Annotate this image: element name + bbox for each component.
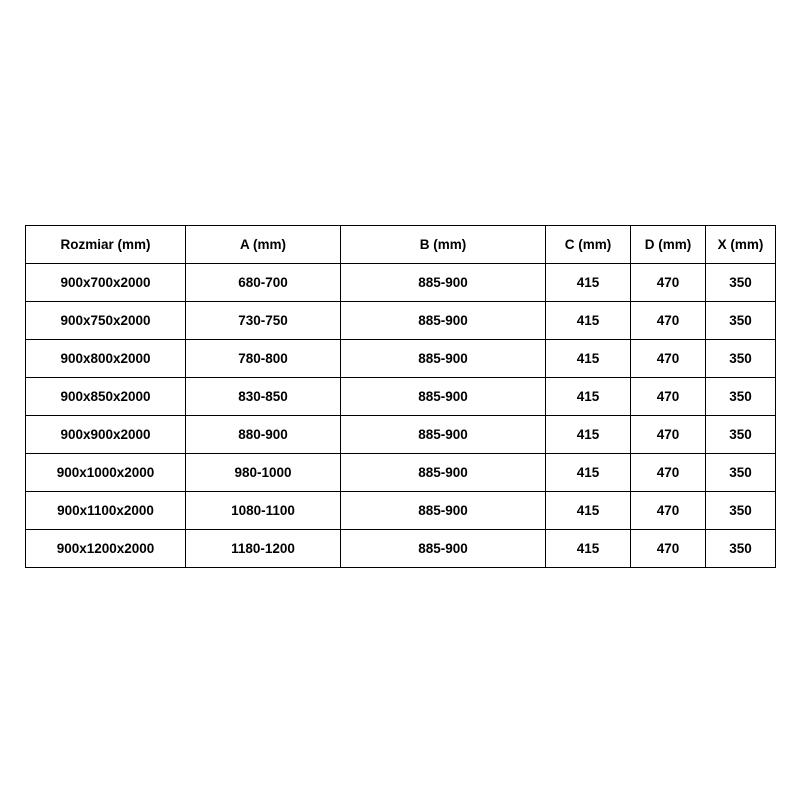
cell-b: 885-900 [341,378,546,416]
cell-rozmiar: 900x700x2000 [26,264,186,302]
table-header-row [26,226,776,264]
table-row [26,416,776,454]
cell-x: 350 [706,378,776,416]
cell-x: 350 [706,492,776,530]
cell-rozmiar: 900x900x2000 [26,416,186,454]
cell-x: 350 [706,454,776,492]
cell-rozmiar: 900x850x2000 [26,378,186,416]
cell-c: 415 [546,264,631,302]
cell-b: 885-900 [341,416,546,454]
cell-a: 1080-1100 [186,492,341,530]
cell-rozmiar: 900x1200x2000 [26,530,186,568]
cell-c: 415 [546,378,631,416]
cell-x: 350 [706,302,776,340]
cell-d: 470 [631,340,706,378]
cell-b: 885-900 [341,454,546,492]
cell-a: 880-900 [186,416,341,454]
table-row [26,378,776,416]
table-row [26,454,776,492]
cell-c: 415 [546,302,631,340]
cell-c: 415 [546,454,631,492]
cell-c: 415 [546,530,631,568]
cell-x: 350 [706,416,776,454]
cell-rozmiar: 900x750x2000 [26,302,186,340]
cell-x: 350 [706,530,776,568]
table-body [26,264,776,568]
cell-b: 885-900 [341,340,546,378]
column-header-x: X (mm) [706,226,776,264]
cell-d: 470 [631,302,706,340]
cell-rozmiar: 900x1000x2000 [26,454,186,492]
cell-d: 470 [631,378,706,416]
table-row [26,340,776,378]
cell-d: 470 [631,264,706,302]
cell-rozmiar: 900x800x2000 [26,340,186,378]
table-row [26,302,776,340]
cell-c: 415 [546,340,631,378]
size-table [25,225,776,568]
cell-b: 885-900 [341,530,546,568]
column-header-d: D (mm) [631,226,706,264]
cell-rozmiar: 900x1100x2000 [26,492,186,530]
table-row [26,264,776,302]
table-row [26,492,776,530]
table-row [26,530,776,568]
column-header-c: C (mm) [546,226,631,264]
column-header-rozmiar: Rozmiar (mm) [26,226,186,264]
cell-d: 470 [631,454,706,492]
cell-d: 470 [631,416,706,454]
cell-x: 350 [706,264,776,302]
cell-b: 885-900 [341,264,546,302]
cell-c: 415 [546,416,631,454]
cell-b: 885-900 [341,302,546,340]
table-header [26,226,776,264]
cell-a: 830-850 [186,378,341,416]
cell-a: 980-1000 [186,454,341,492]
cell-c: 415 [546,492,631,530]
cell-d: 470 [631,492,706,530]
cell-a: 680-700 [186,264,341,302]
cell-a: 730-750 [186,302,341,340]
column-header-a: A (mm) [186,226,341,264]
cell-d: 470 [631,530,706,568]
size-table-container [25,225,775,568]
cell-b: 885-900 [341,492,546,530]
cell-a: 780-800 [186,340,341,378]
column-header-b: B (mm) [341,226,546,264]
cell-a: 1180-1200 [186,530,341,568]
cell-x: 350 [706,340,776,378]
